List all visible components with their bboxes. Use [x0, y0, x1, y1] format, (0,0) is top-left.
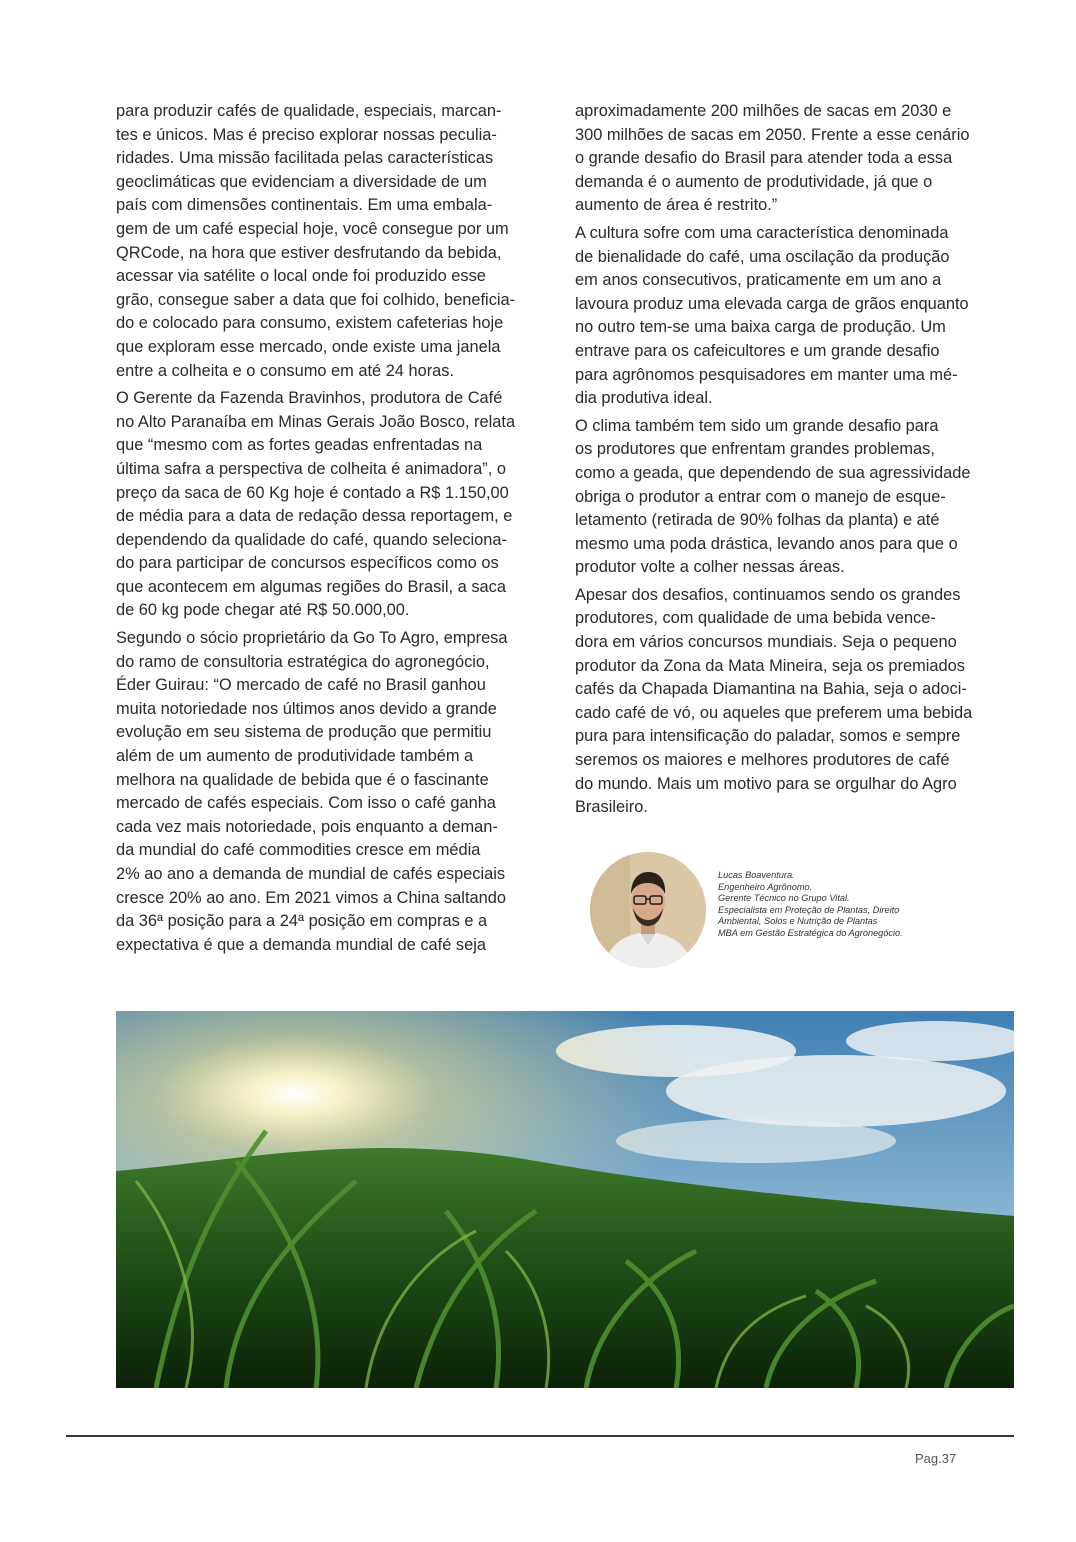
text-line: para produzir cafés de qualidade, especiais, marcan- — [116, 102, 502, 120]
footer-divider — [66, 1435, 1014, 1437]
text-line: cafés da Chapada Diamantina na Bahia, seja o adoci- — [575, 680, 967, 699]
text-line: grão, consegue saber a data que foi colhido, beneficia- — [116, 290, 516, 309]
text-line: os produtores que enfrentam grandes problemas, — [575, 440, 935, 459]
text-line: no outro tem-se uma baixa carga de produção. Um — [575, 318, 946, 337]
text-line: do para participar de concursos específicos como os — [116, 554, 499, 573]
text-line: Segundo o sócio proprietário da Go To Agro, empresa — [116, 629, 508, 648]
text-line: dia produtiva ideal. — [575, 389, 713, 408]
text-line: produtores, com qualidade de uma bebida vence- — [575, 609, 936, 628]
text-line: do ramo de consultoria estratégica do agronegócio, — [116, 652, 490, 671]
text-line: última safra a perspectiva de colheita é animadora”, o — [116, 459, 506, 478]
text-line: 2% ao ano a demanda de mundial de cafés especiais — [116, 865, 506, 883]
text-line: entre a colheita e o consumo em até 24 horas. — [116, 361, 455, 380]
paragraph — [116, 387, 556, 623]
text-line: dora em vários concursos mundiais. Seja o pequeno — [575, 633, 957, 652]
text-line: aproximadamente 200 milhões de sacas em 2030 e — [575, 102, 952, 120]
text-line: no Alto Paranaíba em Minas Gerais João Bosco, relata — [116, 412, 516, 431]
text-line: para agrônomos pesquisadores em manter uma mé- — [575, 365, 958, 384]
text-line: além de um aumento de produtividade também a — [116, 747, 474, 766]
text-line: evolução em seu sistema de produção que permitiu — [116, 723, 492, 742]
text-line: em anos consecutivos, praticamente em um ano a — [575, 271, 942, 290]
text-line: de 60 kg pode chegar até R$ 50.000,00. — [116, 601, 410, 620]
author-portrait — [590, 852, 706, 968]
author-specialty: Especialista em Proteção de Plantas, Direito — [718, 904, 900, 915]
text-line: melhora na qualidade de bebida que é o fascinante — [116, 770, 489, 789]
author-name: Lucas Boaventura. — [718, 870, 795, 880]
paragraph — [575, 415, 1015, 580]
text-line: seremos os maiores e melhores produtores de café — [575, 751, 950, 770]
text-line: acessar via satélite o local onde foi produzido esse — [116, 267, 486, 286]
text-line: cresce 20% ao ano. Em 2021 vimos a China saltando — [116, 888, 506, 907]
author-role: Gerente Técnico no Grupo Vital. — [718, 893, 850, 904]
text-line: da 36ª posição para a 24ª posição em compras e a — [116, 912, 488, 931]
page-number: Pag.37 — [915, 1451, 957, 1466]
text-line: expectativa é que a demanda mundial de café seja — [116, 935, 486, 954]
text-line: da mundial do café commodities cresce em média — [116, 841, 481, 860]
text-line: preço da saca de 60 Kg hoje é contado a R$ 1.150,00 — [116, 483, 509, 502]
text-line: lavoura produz uma elevada carga de grãos enquanto — [575, 294, 969, 313]
paragraph — [116, 627, 556, 957]
author-title: Engenheiro Agrônomo. — [718, 881, 813, 892]
cornfield-photo — [116, 1011, 1014, 1388]
text-line: O Gerente da Fazenda Bravinhos, produtora de Café — [116, 389, 503, 408]
text-line: de bienalidade do café, uma oscilação da produção — [575, 247, 950, 266]
text-line: produtor volte a colher nessas áreas. — [575, 558, 845, 577]
text-line: O clima também tem sido um grande desafio para — [575, 416, 939, 435]
text-line: A cultura sofre com uma característica denominada — [575, 223, 949, 242]
author-credits — [718, 870, 903, 940]
text-line: produtor da Zona da Mata Mineira, seja os premiados — [575, 656, 965, 675]
text-line: aumento de área é restrito.” — [575, 196, 778, 215]
paragraph — [575, 100, 1015, 218]
text-line: geoclimáticas que evidenciam a diversidade de um — [116, 172, 487, 191]
text-line: que acontecem em algumas regiões do Brasil, a saca — [116, 577, 506, 596]
text-line: mercado de cafés especiais. Com isso o café ganha — [116, 794, 496, 813]
paragraph — [575, 584, 1015, 820]
text-line: tes e únicos. Mas é preciso explorar nossas peculia- — [116, 125, 497, 144]
text-line: muita notoriedade nos últimos anos devido a grande — [116, 699, 497, 718]
text-line: país com dimensões continentais. Em uma embala- — [116, 196, 493, 215]
text-line: do mundo. Mais um motivo para se orgulhar do Agro — [575, 774, 957, 793]
text-line: Brasileiro. — [575, 798, 648, 817]
text-line: do e colocado para consumo, existem cafeterias hoje — [116, 314, 504, 333]
text-line: mesmo uma poda drástica, levando anos para que o — [575, 534, 958, 553]
text-line: cado café de vó, ou aqueles que preferem uma bebida — [575, 703, 973, 722]
avatar — [590, 852, 706, 968]
text-line: 300 milhões de sacas em 2050. Frente a esse cenário — [575, 125, 970, 144]
text-line: Éder Guirau: “O mercado de café no Brasil ganhou — [116, 676, 486, 695]
text-line: pura para intensificação do paladar, somos e sempre — [575, 727, 961, 746]
text-line: de média para a data de redação dessa reportagem, e — [116, 507, 513, 526]
left-text-column — [116, 100, 556, 961]
author-mba: MBA em Gestão Estratégica do Agronegócio. — [718, 927, 903, 938]
text-line: que “mesmo com as fortes geadas enfrentadas na — [116, 436, 483, 455]
text-line: como a geada, que dependendo de sua agressividade — [575, 463, 971, 482]
author-box — [590, 852, 1010, 972]
text-line: o grande desafio do Brasil para atender toda a essa — [575, 149, 953, 168]
paragraph — [575, 222, 1015, 411]
paragraph — [116, 100, 556, 383]
cornfield-image — [116, 1011, 1014, 1388]
right-text-column — [575, 100, 1015, 824]
text-line: obriga o produtor a entrar com o manejo de esque- — [575, 487, 946, 506]
text-line: Apesar dos desafios, continuamos sendo os grandes — [575, 585, 961, 604]
text-line: ridades. Uma missão facilitada pelas características — [116, 149, 494, 168]
text-line: dependendo da qualidade do café, quando seleciona- — [116, 530, 507, 549]
text-line: demanda é o aumento de produtividade, já que o — [575, 172, 933, 191]
text-line: que exploram esse mercado, onde existe uma janela — [116, 337, 501, 356]
text-line: cada vez mais notoriedade, pois enquanto a deman- — [116, 817, 498, 836]
text-line: letamento (retirada de 90% folhas da planta) e até — [575, 511, 940, 530]
text-line: entrave para os cafeicultores e um grande desafio — [575, 341, 940, 360]
text-line: gem de um café especial hoje, você consegue por um — [116, 219, 509, 238]
text-line: QRCode, na hora que estiver desfrutando da bebida, — [116, 243, 502, 262]
author-specialty-cont: Ambiental, Solos e Nutrição de Plantas — [718, 916, 878, 927]
